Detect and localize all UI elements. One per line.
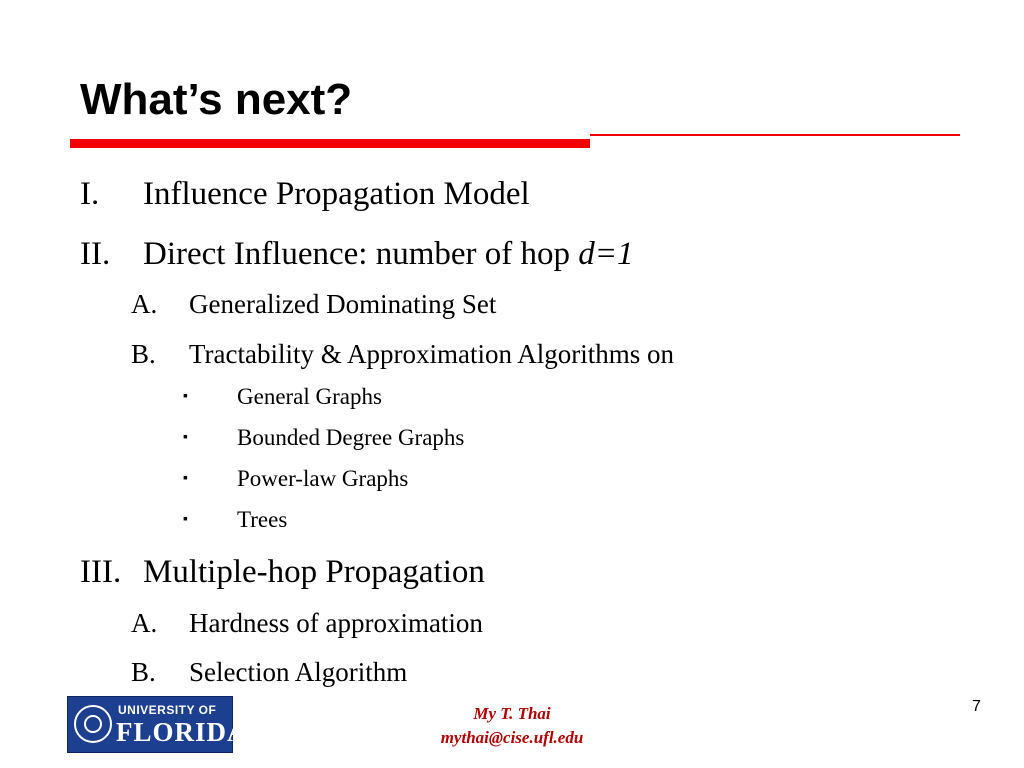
author-name: My T. Thai bbox=[473, 704, 551, 723]
hop-count-formula: d=1 bbox=[578, 236, 634, 272]
outline-marker: I. bbox=[80, 176, 100, 212]
outline-marker: II. bbox=[80, 236, 111, 272]
outline-marker: A. bbox=[131, 608, 158, 638]
page-number: 7 bbox=[972, 698, 981, 715]
outline-text: Trees bbox=[237, 507, 288, 532]
outline-text: Multiple-hop Propagation bbox=[143, 554, 485, 590]
logo-text-bottom: FLORIDA bbox=[116, 717, 248, 747]
outline-text: Bounded Degree Graphs bbox=[237, 425, 465, 450]
outline-text: Power-law Graphs bbox=[237, 466, 409, 491]
outline-marker: III. bbox=[80, 554, 122, 590]
bullet-icon: ▪ bbox=[183, 471, 188, 486]
outline-text: Selection Algorithm bbox=[189, 657, 408, 687]
outline-marker: B. bbox=[131, 657, 156, 687]
outline-text: Generalized Dominating Set bbox=[189, 289, 497, 319]
outline-marker: B. bbox=[131, 339, 156, 369]
outline-marker: A. bbox=[131, 289, 158, 319]
outline-text: Influence Propagation Model bbox=[143, 176, 530, 212]
university-seal-icon bbox=[74, 705, 112, 743]
outline-text: General Graphs bbox=[237, 384, 382, 409]
outline-text-main: Direct Influence: number of hop bbox=[143, 236, 579, 272]
bullet-icon: ▪ bbox=[183, 512, 188, 527]
author-email: mythai@cise.ufl.edu bbox=[440, 728, 584, 747]
outline-text bbox=[143, 234, 634, 274]
outline-text: Hardness of approximation bbox=[189, 608, 483, 638]
author-block bbox=[400, 702, 624, 750]
bullet-icon: ▪ bbox=[183, 430, 188, 445]
bullet-icon: ▪ bbox=[183, 389, 188, 404]
outline-text: Tractability & Approximation Algorithms on bbox=[189, 339, 674, 369]
logo-text-top: UNIVERSITY OF bbox=[118, 703, 217, 717]
university-logo bbox=[67, 696, 248, 753]
slide-title: What’s next? bbox=[80, 75, 353, 124]
